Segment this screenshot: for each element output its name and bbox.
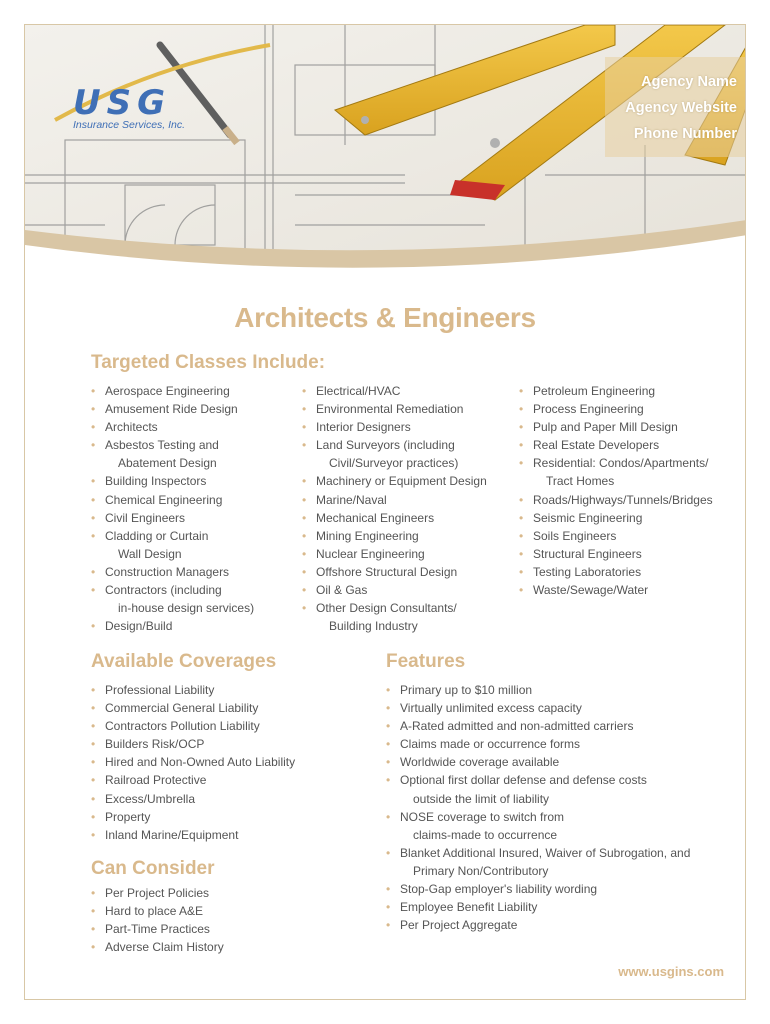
list-item [91,527,254,563]
list-item-continuation: Building Industry [329,619,418,634]
list-item [386,699,690,717]
list-item [91,902,224,920]
list-item [519,491,713,509]
list-item-text: Electrical/HVAC [316,384,401,398]
list-item [519,545,713,563]
list-item [386,880,690,898]
list-item [91,699,295,717]
list-item [302,545,487,563]
targeted-col1 [91,382,254,635]
list-item-text: Interior Designers [316,420,411,435]
list-item-text: Asbestos Testing and [105,438,219,453]
list-item-text: Stop-Gap employer's liability wording [400,882,598,897]
list-item-text: Design/Build [105,619,173,634]
list-item [91,581,254,617]
list-item [386,898,690,916]
list-item-text: Soils Engineers [533,528,617,543]
list-item [386,753,690,771]
targeted-col2 [302,382,487,635]
list-item-continuation: Primary Non/Contributory [413,863,549,878]
coverages-heading: Available Coverages [91,651,277,672]
list-item [91,400,254,418]
list-item-text: Optional first dollar defense and defense costs [400,773,647,788]
list-item-text: Oil & Gas [316,583,368,598]
list-item [91,563,254,581]
list-item-text: Residential: Condos/Apartments/ [533,456,709,471]
list-item [302,472,487,490]
phone-number: Phone Number [633,126,737,142]
list-item [519,382,713,400]
list-item-text: Cladding or Curtain [105,528,209,543]
list-item [386,735,690,753]
list-item-text: Virtually unlimited excess capacity [400,701,582,716]
list-item-text: Land Surveyors (including [316,438,455,453]
agency-name: Agency Name [641,74,737,90]
list-item-text: Hard to place A&E [105,904,204,919]
list-item-text: Commercial General Liability [105,701,259,716]
list-item-text: Worldwide coverage available [400,755,560,770]
list-item-continuation: claims-made to occurrence [413,827,558,842]
list-item [302,509,487,527]
list-item [302,418,487,436]
list-item-text: Process Engineering [533,402,644,417]
list-item-text: Pulp and Paper Mill Design [533,420,678,435]
list-item-text: Roads/Highways/Tunnels/Bridges [533,492,713,507]
list-item-text: Professional Liability [105,683,215,697]
list-item-text: Structural Engineers [533,546,642,561]
consider-heading: Can Consider [91,858,215,879]
list-item-text: Inland Marine/Equipment [105,827,239,842]
list-item-text: Per Project Aggregate [400,918,518,933]
list-item [91,472,254,490]
list-item [519,454,713,490]
list-item-text: Contractors (including [105,583,222,598]
list-item-text: Machinery or Equipment Design [316,474,487,489]
list-item-continuation: Tract Homes [546,474,615,489]
list-item [386,916,690,934]
list-item-text: Hired and Non-Owned Auto Liability [105,755,296,770]
list-item-text: Other Design Consultants/ [316,601,457,616]
list-item [91,771,295,789]
coverages-list [91,681,295,844]
list-item-text: Real Estate Developers [533,438,660,453]
list-item [519,527,713,545]
list-item [91,735,295,753]
logo-text: USG [73,83,172,123]
list-item [519,436,713,454]
list-item [302,581,487,599]
list-item-text: Excess/Umbrella [105,791,196,806]
list-item [519,418,713,436]
features-list [386,681,690,934]
list-item-continuation: outside the limit of liability [413,791,550,806]
logo-subtitle: Insurance Services, Inc. [73,119,186,131]
list-item [386,808,690,844]
list-item-text: Amusement Ride Design [105,402,238,417]
list-item [91,808,295,826]
list-item-text: Aerospace Engineering [105,384,230,398]
list-item-text: Employee Benefit Liability [400,900,538,915]
list-item-text: Claims made or occurrence forms [400,737,581,752]
list-item [91,938,224,956]
list-item-text: Builders Risk/OCP [105,737,205,752]
list-item-text: Contractors Pollution Liability [105,719,260,734]
agency-website: Agency Website [625,100,737,116]
list-item-text: Seismic Engineering [533,510,643,525]
list-item [386,844,690,880]
targeted-col3 [519,382,713,599]
list-item [91,826,295,844]
list-item [302,436,487,472]
list-item [91,382,254,400]
list-item-text: Offshore Structural Design [316,564,458,579]
list-item [91,884,224,902]
list-item-text: Environmental Remediation [316,402,464,417]
list-item [386,771,690,807]
list-item [302,400,487,418]
list-item-text: Adverse Claim History [105,940,224,955]
agency-info [625,69,737,147]
list-item-continuation: Civil/Surveyor practices) [329,456,459,471]
list-item-text: A-Rated admitted and non-admitted carriers [400,719,634,734]
list-item-text: Waste/Sewage/Water [533,583,649,598]
list-item [91,753,295,771]
list-item [302,382,487,400]
list-item [91,681,295,699]
header-banner [25,25,746,285]
consider-list [91,884,224,956]
list-item-text: Property [105,809,151,824]
list-item-text: Petroleum Engineering [533,384,656,398]
list-item [91,617,254,635]
list-item [91,717,295,735]
footer-url[interactable]: www.usgins.com [618,964,724,979]
list-item-text: Nuclear Engineering [316,546,425,561]
list-item-continuation: in-house design services) [118,601,255,616]
list-item [519,400,713,418]
list-item-text: Architects [105,420,158,435]
list-item-text: Civil Engineers [105,510,186,525]
list-item-text: Railroad Protective [105,773,207,788]
list-item [386,717,690,735]
list-item-text: Building Inspectors [105,474,207,489]
list-item [302,491,487,509]
page-title: Architects & Engineers [234,302,536,333]
list-item [302,599,487,635]
list-item-text: Per Project Policies [105,886,210,900]
list-item-text: Mining Engineering [316,528,419,543]
list-item-text: Construction Managers [105,564,230,579]
targeted-classes-heading: Targeted Classes Include: [91,352,326,373]
list-item-text: NOSE coverage to switch from [400,809,565,824]
list-item [302,563,487,581]
list-item [519,509,713,527]
list-item [386,681,690,699]
list-item [302,527,487,545]
list-item [91,491,254,509]
list-item [91,509,254,527]
list-item [91,418,254,436]
list-item [91,920,224,938]
list-item-text: Testing Laboratories [533,564,642,579]
list-item-text: Blanket Additional Insured, Waiver of Subrogation, and [400,845,691,860]
list-item [519,563,713,581]
list-item-text: Mechanical Engineers [316,510,435,525]
list-item-continuation: Abatement Design [118,456,217,471]
features-heading: Features [386,651,466,672]
list-item-text: Part-Time Practices [105,922,210,937]
list-item-text: Marine/Naval [316,492,387,507]
list-item-continuation: Wall Design [118,546,182,561]
list-item-text: Chemical Engineering [105,492,223,507]
list-item [91,790,295,808]
list-item [519,581,713,599]
usg-logo [65,83,205,158]
list-item [91,436,254,472]
list-item-text: Primary up to $10 million [400,683,533,697]
